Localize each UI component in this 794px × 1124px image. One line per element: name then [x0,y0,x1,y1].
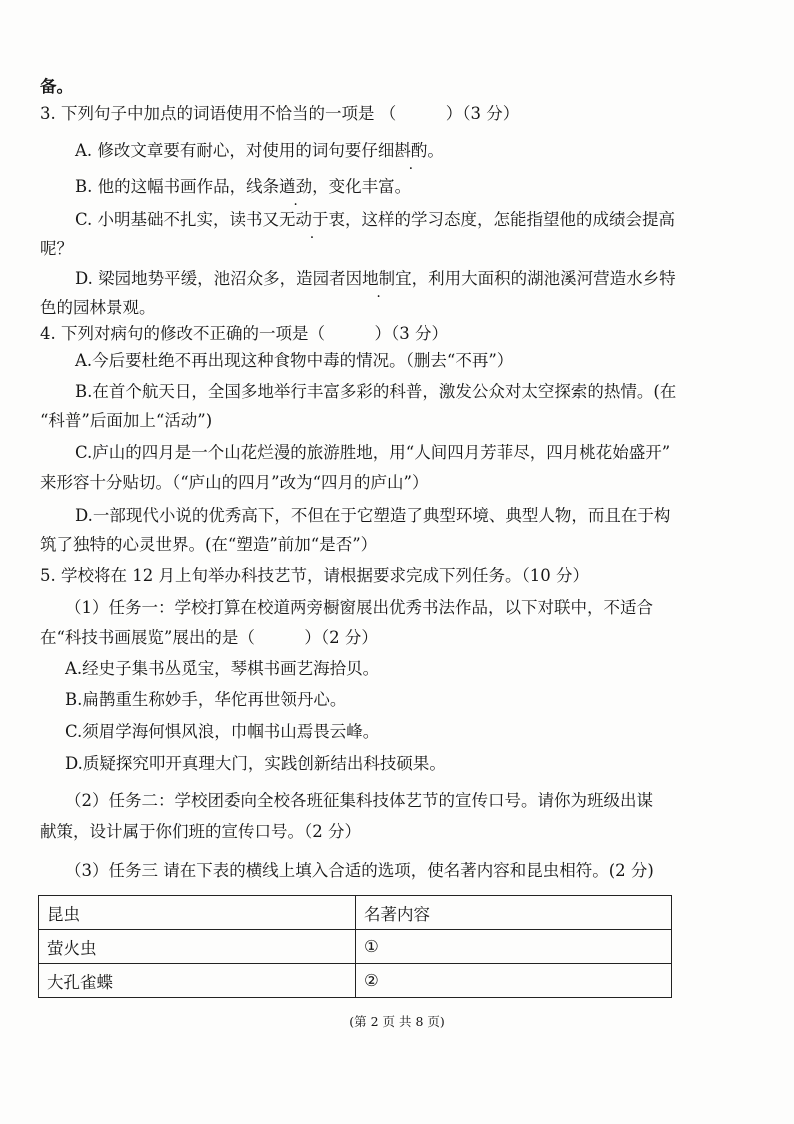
table-row [39,930,672,964]
q3-c-tail: ，这样的学习态度，怎能指望他的成绩会提高 [345,210,676,229]
q5-task2-line1: （2）任务二：学校团委向全校各班征集科技体艺节的宣传口号。请你为班级出谋 [65,791,653,810]
insect-book-table [38,895,672,998]
table-header-insect: 昆虫 [39,896,356,930]
q3-option-a [75,141,444,161]
q4-stem: 4. 下列对病句的修改不正确的一项是（ ）（3 分） [40,324,448,343]
q3-option-d-line1 [75,269,676,289]
q4-option-c-line2: 来形容十分贴切。（“庐山的四月”改为“四月的庐山”） [40,473,429,492]
q3-d-tail: ，利用大面积的湖池溪河营造水乡特 [411,269,676,288]
q5-task1-line2: 在“科技书画展览”展出的是（ ）（2 分） [40,628,378,647]
table-cell-blank-1[interactable]: ① [356,930,672,964]
prev-text-fragment: 备。 [40,77,73,96]
table-header-row [39,896,672,930]
table-cell-insect: 萤火虫 [39,930,356,964]
q4-option-b-line2: “科普”后面加上“活动”) [40,411,213,430]
q5-task2-line2: 献策，设计属于你们班的宣传口号。（2 分） [40,822,361,841]
q3-b-tail: ，变化丰富。 [312,177,412,196]
q5-task1-line1: （1）任务一：学校打算在校道两旁橱窗展出优秀书法作品，以下对联中，不适合 [65,598,653,617]
q3-a-dotted-word: 斟酌 [394,141,428,160]
q3-d-text: D. 梁园地势平缓，池沼众多，造园者 [75,269,346,288]
q5-stem: 5. 学校将在 12 月上旬举办科技艺节，请根据要求完成下列任务。（10 分） [40,566,589,585]
q5-task1-option-a: A.经史子集书丛觅宝，琴棋书画艺海拾贝。 [65,659,380,678]
page-footer: (第 2 页 共 8 页) [349,1014,445,1029]
q3-option-c-line1 [75,210,675,230]
q3-a-tail: 。 [427,141,444,160]
q3-b-text: B. 他的这幅书画作品，线条 [75,177,280,196]
q3-c-text: C. 小明基础不扎实，读书又 [75,210,280,229]
q4-option-d-line1: D.一部现代小说的优秀高下，不但在于它塑造了典型环境、典型人物，而且在于构 [75,506,671,525]
q3-d-dotted-word: 因地制宜 [345,269,412,288]
q4-option-a: A.今后要杜绝不再出现这种食物中毒的情况。（删去“不再”） [75,351,514,370]
q5-task1-option-d: D.质疑探究叩开真理大门，实践创新结出科技硕果。 [65,754,446,773]
table-header-book-content: 名著内容 [356,896,672,930]
q3-option-b [75,177,411,197]
q5-task1-option-c: C.须眉学海何惧风浪，巾帼书山焉畏云峰。 [65,722,380,741]
q3-a-text: A. 修改文章要有耐心，对使用的词句要仔细 [75,141,395,160]
q3-option-d-line2: 色的园林景观。 [40,298,156,317]
q3-b-dotted-word: 遒劲 [279,177,313,196]
table-cell-blank-2[interactable]: ② [356,964,672,998]
q4-option-b-line1: B.在首个航天日，全国多地举行丰富多彩的科普，激发公众对太空探索的热情。(在 [75,382,677,401]
q4-option-c-line1: C.庐山的四月是一个山花烂漫的旅游胜地，用“人间四月芳菲尽，四月桃花始盛开” [75,443,671,462]
q3-stem: 3. 下列句子中加点的词语使用不恰当的一项是 （ ）（3 分） [40,104,520,123]
q3-option-c-line2: 呢？ [40,239,73,258]
table-row [39,964,672,998]
q4-option-d-line2: 筑了独特的心灵世界。(在“塑造”前加“是否”） [40,535,378,554]
table-cell-insect: 大孔雀蝶 [39,964,356,998]
q5-task1-option-b: B.扁鹊重生称妙手，华佗再世领丹心。 [65,690,347,709]
q5-task3: （3）任务三 请在下表的横线上填入合适的选项，使名著内容和昆虫相符。(2 分) [65,861,654,880]
q3-c-dotted-word: 无动于衷 [279,210,346,229]
